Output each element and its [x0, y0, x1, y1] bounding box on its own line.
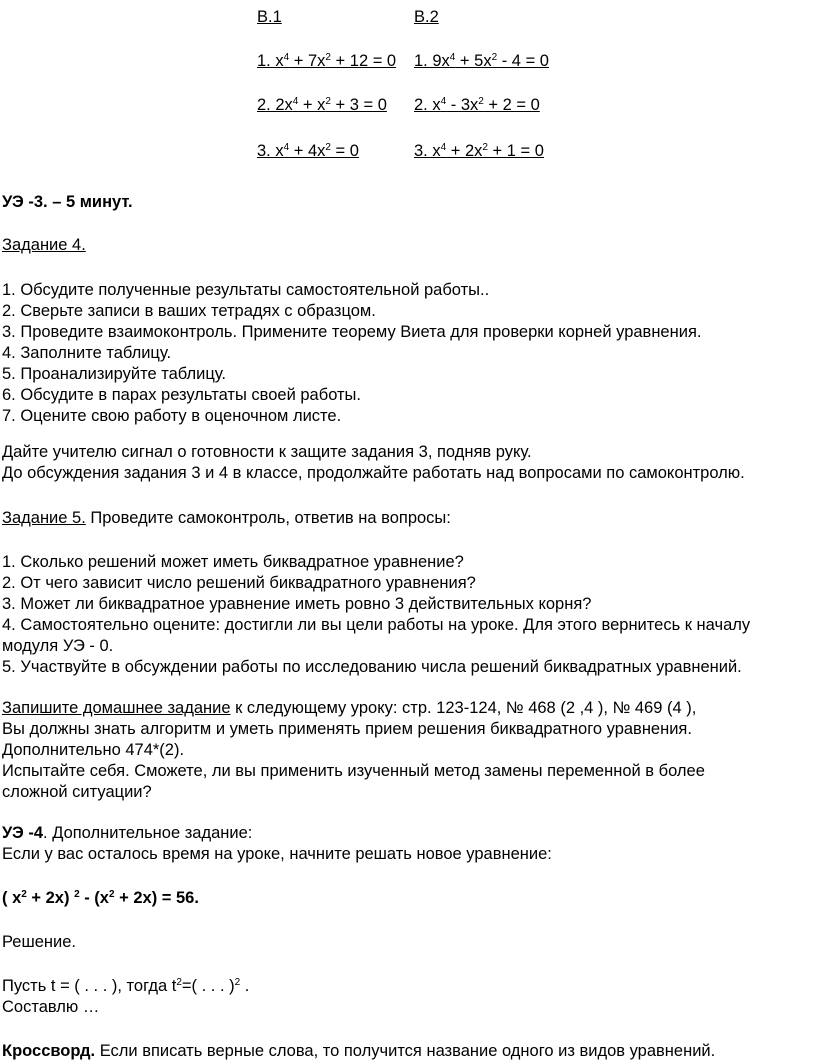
variant-2-header: В.2	[414, 8, 439, 26]
v1-equation-2: 2. $2x^4 + x^2 + 3 = 0$	[257, 96, 387, 114]
v1-equation-1: 1. $x^4 + 7x^2 + 12 = 0$	[257, 52, 397, 70]
list-item: 1. Сколько решений может иметь биквадратное уравнение?	[2, 553, 464, 571]
list-item: 7. Оцените свою работу в оценочном листе.	[2, 407, 342, 425]
signal-line: До обсуждения задания 3 и 4 в классе, продолжайте работать над вопросами по самоконтролю.	[2, 464, 745, 482]
solution-block	[2, 976, 249, 1018]
compose-line: Составлю …	[2, 998, 100, 1016]
crossword-title: Кроссворд.	[2, 1042, 96, 1060]
list-item: 3. Проведите взаимоконтроль. Примените теорему Виета для проверки корней уравнения.	[2, 323, 702, 341]
homework-title: Запишите домашнее задание	[2, 699, 231, 717]
task5-list	[2, 552, 750, 678]
task4-list	[2, 280, 701, 427]
substitution-line: Пусть t = ( . . . ), тогда $t^2=$( . . . )$^2$ .	[2, 977, 250, 995]
v2-equation-2: 2. $x^4 - 3x^2 + 2 = 0$	[414, 96, 540, 114]
list-item: 2. Сверьте записи в ваших тетрадях с образцом.	[2, 302, 376, 320]
homework-line: сложной ситуации?	[2, 783, 152, 801]
crossword-line: Кроссворд. Если вписать верные слова, то получится название одного из видов уравнений.	[2, 1042, 716, 1060]
v2-equation-3: 3. $x^4 + 2x^2 + 1 = 0$	[414, 142, 544, 160]
list-item: 2. От чего зависит число решений биквадратного уравнения?	[2, 574, 476, 592]
ue4-line: Если у вас осталось время на уроке, начните решать новое уравнение:	[2, 845, 552, 863]
list-item: 5. Проанализируйте таблицу.	[2, 365, 226, 383]
task5-heading: Задание 5. Проведите самоконтроль, ответив на вопросы:	[2, 509, 451, 527]
homework-heading: Запишите домашнее задание к следующему уроку: стр. 123-124, № 468 (2 ,4 ), № 469 (4 ),	[2, 699, 697, 717]
task4-title: Задание 4.	[2, 236, 86, 254]
ue4-heading: УЭ -4. Дополнительное задание:	[2, 824, 253, 842]
list-item: 1. Обсудите полученные результаты самостоятельной работы..	[2, 281, 490, 299]
signal-block	[2, 442, 745, 484]
list-item: 6. Обсудите в парах результаты своей работы.	[2, 386, 362, 404]
homework-line: Испытайте себя. Сможете, ли вы применить изученный метод замены переменной в более	[2, 762, 705, 780]
main-equation: ( $x^2 + 2x$) $^2 - (x^2 + 2x) = 56$.	[2, 889, 199, 907]
ue4-title: УЭ -4	[2, 824, 44, 842]
variant-1-header: В.1	[257, 8, 282, 26]
list-item: модуля УЭ - 0.	[2, 637, 114, 655]
v2-equation-1: 1. $9x^4 + 5x^2 - 4 = 0$	[414, 52, 549, 70]
homework-line: Дополнительно 474*(2).	[2, 741, 185, 759]
list-item: 4. Заполните таблицу.	[2, 344, 172, 362]
homework-block	[2, 698, 705, 803]
v1-equation-3: 3. $x^4 + 4x^2 = 0$	[257, 142, 359, 160]
homework-line: Вы должны знать алгоритм и уметь применять прием решения биквадратного уравнения.	[2, 720, 692, 738]
solution-title: Решение.	[2, 933, 76, 951]
list-item: 3. Может ли биквадратное уравнение иметь ровно 3 действительных корня?	[2, 595, 592, 613]
task5-title: Задание 5.	[2, 509, 86, 527]
list-item: 5. Участвуйте в обсуждении работы по исследованию числа решений биквадратных уравнений.	[2, 658, 742, 676]
list-item: 4. Самостоятельно оцените: достигли ли вы цели работы на уроке. Для этого вернитесь к началу	[2, 616, 751, 634]
ue4-block	[2, 823, 552, 865]
signal-line: Дайте учителю сигнал о готовности к защите задания 3, подняв руку.	[2, 443, 532, 461]
ue3-title: УЭ -3. – 5 минут.	[2, 193, 133, 211]
